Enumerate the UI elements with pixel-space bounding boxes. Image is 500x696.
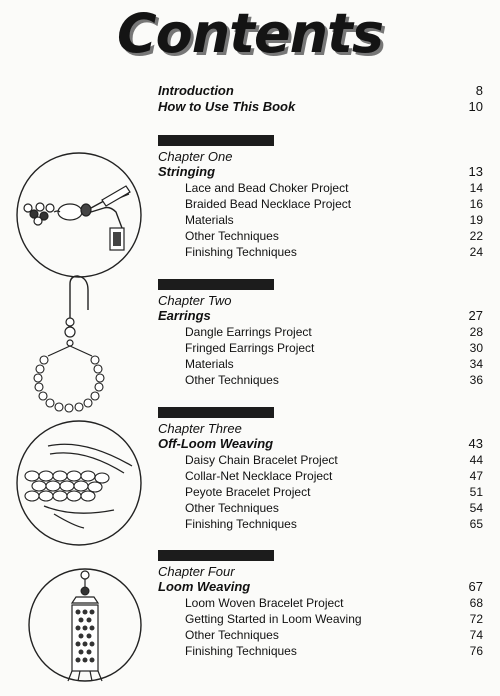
toc-item[interactable]	[158, 324, 483, 340]
earring-illustration-icon	[18, 270, 118, 420]
item-page: 16	[469, 197, 483, 211]
toc-item[interactable]	[158, 180, 483, 196]
item-label: Braided Bead Necklace Project	[185, 197, 352, 211]
chapter-page: 27	[468, 308, 483, 323]
item-page: 47	[469, 469, 483, 483]
toc-entry-introduction[interactable]	[158, 83, 483, 98]
item-page: 24	[469, 245, 483, 259]
item-page: 19	[469, 213, 483, 227]
item-label: Fringed Earrings Project	[185, 341, 315, 355]
item-label: Daisy Chain Bracelet Project	[185, 453, 338, 467]
off-loom-weaving-illustration-icon	[14, 418, 144, 548]
chapter-title-text: Stringing	[158, 164, 216, 179]
chapter-title-text: Off-Loom Weaving	[158, 436, 274, 451]
entry-label: Introduction	[158, 83, 234, 98]
toc-item[interactable]	[158, 500, 483, 516]
item-page: 34	[469, 357, 483, 371]
chapter-page: 67	[468, 579, 483, 594]
item-label: Other Techniques	[185, 373, 279, 387]
toc-item[interactable]	[158, 372, 483, 388]
chapter-bar	[158, 279, 274, 290]
chapter-title[interactable]	[158, 308, 483, 324]
toc-item[interactable]	[158, 452, 483, 468]
item-page: 14	[469, 181, 483, 195]
item-page: 54	[469, 501, 483, 515]
item-page: 44	[469, 453, 483, 467]
chapter-three	[158, 407, 483, 532]
chapter-label: Chapter Two	[158, 293, 232, 308]
item-page: 65	[469, 517, 483, 531]
chapter-two	[158, 279, 483, 388]
item-label: Materials	[185, 357, 234, 371]
entry-page: 10	[468, 99, 483, 114]
toc-item[interactable]	[158, 340, 483, 356]
item-label: Peyote Bracelet Project	[185, 485, 311, 499]
chapter-four	[158, 550, 483, 659]
toc-entry-how-to-use[interactable]	[158, 99, 483, 114]
chapter-page: 43	[468, 436, 483, 451]
item-page: 74	[469, 628, 483, 642]
chapter-title[interactable]	[158, 436, 483, 452]
chapter-bar	[158, 407, 274, 418]
item-label: Loom Woven Bracelet Project	[185, 596, 344, 610]
item-page: 30	[469, 341, 483, 355]
item-label: Getting Started in Loom Weaving	[185, 612, 362, 626]
chapter-label: Chapter One	[158, 149, 233, 164]
chapter-label: Chapter Three	[158, 421, 242, 436]
entry-page: 8	[475, 83, 483, 98]
stringing-illustration-icon	[14, 150, 144, 280]
toc-item[interactable]	[158, 228, 483, 244]
item-page: 28	[469, 325, 483, 339]
item-page: 72	[469, 612, 483, 626]
item-label: Other Techniques	[185, 628, 279, 642]
entry-label: How to Use This Book	[158, 99, 296, 114]
toc-item[interactable]	[158, 627, 483, 643]
chapter-bar	[158, 135, 274, 146]
chapter-title-text: Loom Weaving	[158, 579, 251, 594]
item-page: 36	[469, 373, 483, 387]
toc-item[interactable]	[158, 484, 483, 500]
item-page: 51	[469, 485, 483, 499]
chapter-page: 13	[468, 164, 483, 179]
chapter-title-text: Earrings	[158, 308, 211, 323]
chapter-title[interactable]	[158, 579, 483, 595]
toc-item[interactable]	[158, 356, 483, 372]
chapter-bar	[158, 550, 274, 561]
item-label: Finishing Techniques	[185, 517, 297, 531]
toc-item[interactable]	[158, 595, 483, 611]
item-label: Other Techniques	[185, 501, 279, 515]
item-page: 76	[469, 644, 483, 658]
item-label: Dangle Earrings Project	[185, 325, 312, 339]
item-label: Finishing Techniques	[185, 245, 297, 259]
toc-item[interactable]	[158, 212, 483, 228]
item-page: 22	[469, 229, 483, 243]
item-label: Finishing Techniques	[185, 644, 297, 658]
item-page: 68	[469, 596, 483, 610]
toc-item[interactable]	[158, 611, 483, 627]
item-label: Collar-Net Necklace Project	[185, 469, 333, 483]
toc-item[interactable]	[158, 516, 483, 532]
chapter-one	[158, 135, 483, 260]
toc-item[interactable]	[158, 244, 483, 260]
toc-item[interactable]	[158, 468, 483, 484]
toc-item[interactable]	[158, 643, 483, 659]
item-label: Lace and Bead Choker Project	[185, 181, 349, 195]
chapter-label: Chapter Four	[158, 564, 235, 579]
chapter-title[interactable]	[158, 164, 483, 180]
page-title: Contents	[116, 2, 383, 65]
item-label: Materials	[185, 213, 234, 227]
loom-weaving-illustration-icon	[28, 565, 143, 685]
item-label: Other Techniques	[185, 229, 279, 243]
toc-item[interactable]	[158, 196, 483, 212]
